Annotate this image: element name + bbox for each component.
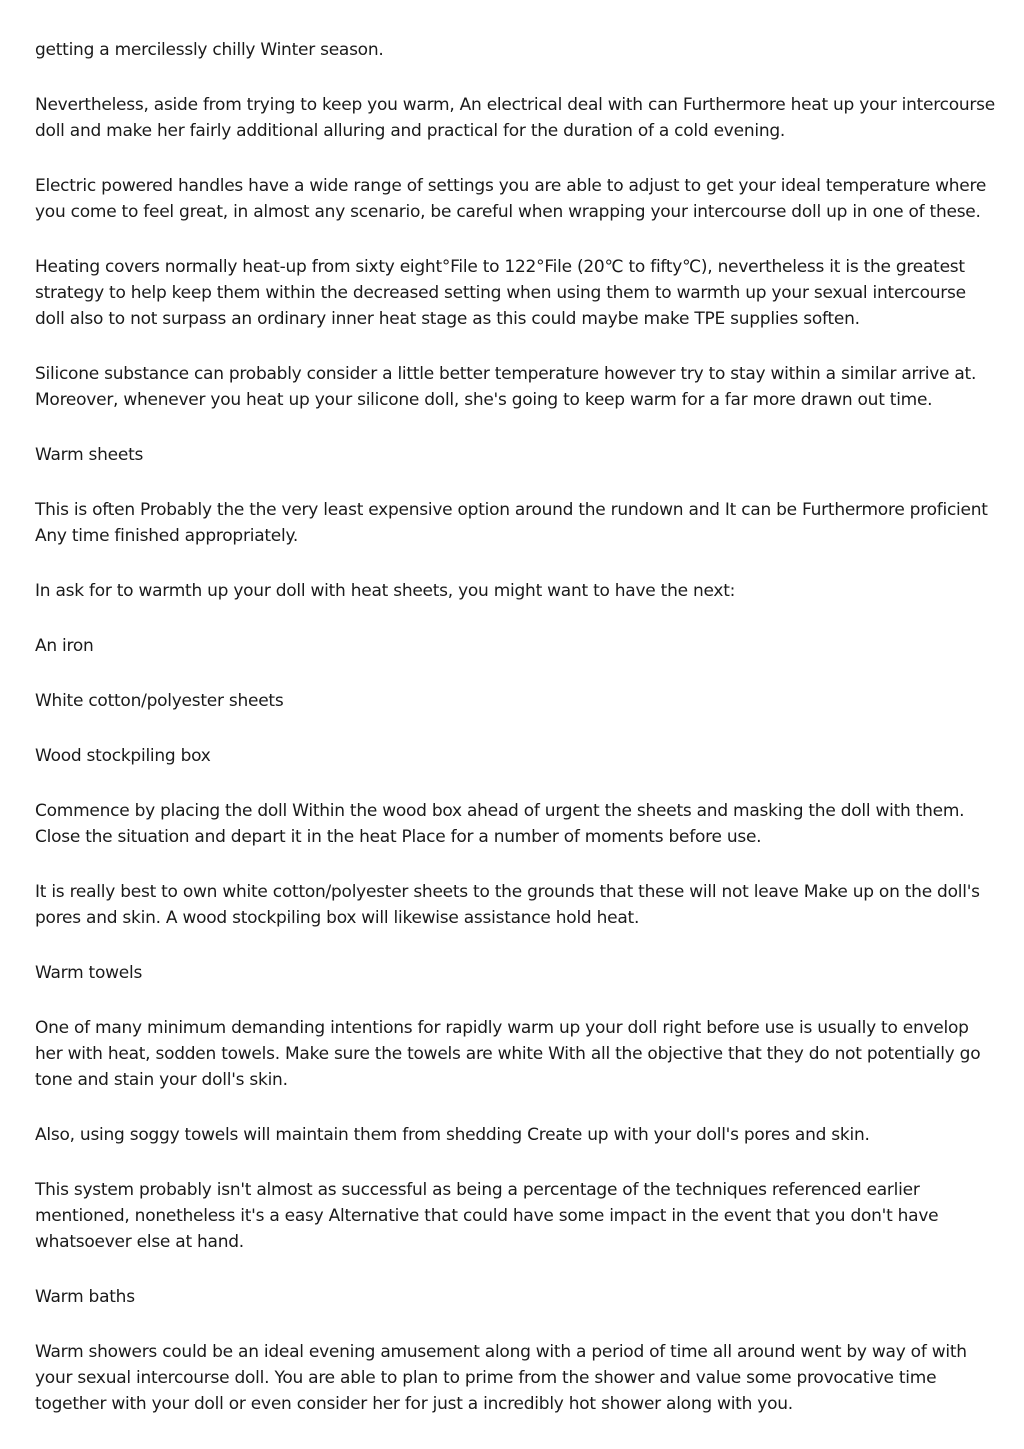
list-item: White cotton/polyester sheets [35,691,284,711]
document-body [35,37,995,1446]
paragraph: Nevertheless, aside from trying to keep you warm, An electrical deal with can Furthermore heat up your intercourse doll and make her fairly additional alluring and practical for the duration of a cold evening. [35,95,995,141]
paragraph: This system probably isn't almost as successful as being a percentage of the techniques referenced earlier mentioned, nonetheless it's a easy Alternative that could have some impact in the event that you don't have whatsoever else at hand. [35,1180,939,1252]
paragraph: It is really best to own white cotton/polyester sheets to the grounds that these will not leave Make up on the doll's pores and skin. A wood stockpiling box will likewise assistance hold heat. [35,882,980,928]
paragraph: Heating covers normally heat-up from sixty eight°File to 122°File (20℃ to fifty℃), nevertheless it is the greatest strategy to help keep them within the decreased setting when using them to warmth up your sexual intercourse doll also to not surpass an ordinary inner heat stage as this could maybe make TPE supplies soften. [35,257,966,329]
paragraph: One of many minimum demanding intentions for rapidly warm up your doll right before use is usually to envelop her with heat, sodden towels. Make sure the towels are white With all the objective that they do not potentially go tone and stain your doll's skin. [35,1018,981,1090]
section-heading-warm-baths: Warm baths [35,1287,135,1307]
paragraph: Electric powered handles have a wide range of settings you are able to adjust to get your ideal temperature where you come to feel great, in almost any scenario, be careful when wrapping your intercourse doll up in one of these. [35,176,987,222]
paragraph: getting a mercilessly chilly Winter season. [35,40,384,60]
paragraph: Silicone substance can probably consider a little better temperature however try to stay within a similar arrive at. Moreover, whenever you heat up your silicone doll, she's going to keep warm for a far more drawn out time. [35,364,977,410]
section-heading-warm-sheets: Warm sheets [35,445,144,465]
paragraph: Also, using soggy towels will maintain them from shedding Create up with your doll's pores and skin. [35,1125,870,1145]
paragraph: In ask for to warmth up your doll with heat sheets, you might want to have the next: [35,581,736,601]
list-item: An iron [35,636,94,656]
section-heading-warm-towels: Warm towels [35,963,143,983]
paragraph: Warm showers could be an ideal evening amusement along with a period of time all around went by way of with your sexual intercourse doll. You are able to plan to prime from the shower and value some provocative time together with your doll or even consider her for just a incredibly hot shower along with you. [35,1342,967,1414]
list-item: Wood stockpiling box [35,746,211,766]
paragraph: This is often Probably the the very least expensive option around the rundown and It can be Furthermore proficient Any time finished appropriately. [35,500,988,546]
paragraph: Commence by placing the doll Within the wood box ahead of urgent the sheets and masking the doll with them. Close the situation and depart it in the heat Place for a number of moments before use. [35,801,965,847]
